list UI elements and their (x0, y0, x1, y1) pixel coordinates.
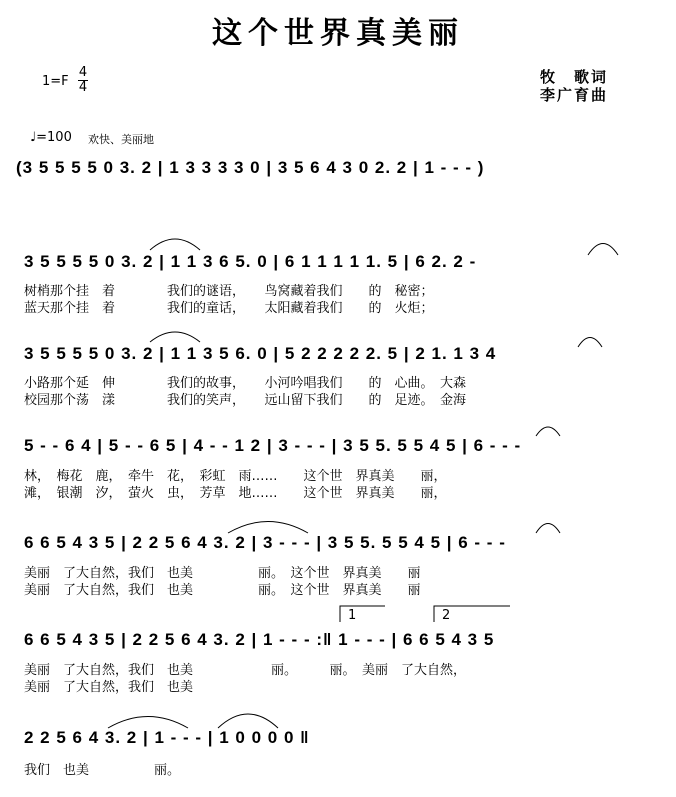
lyric-line: 美丽 了大自然，我们 也美 丽。 这个世 界真美 丽 (24, 566, 421, 581)
staff-notes: 2 2 5 6 4 3. 2 | 1 - - - | 1 0 0 0 0 ‖ (24, 728, 310, 747)
key-signature: 1=F (42, 74, 69, 89)
time-signature-top: 4 (78, 65, 88, 80)
lyric-line: 美丽 了大自然，我们 也美 丽。 丽。 美丽 了大自然， (24, 663, 467, 678)
slur (536, 427, 560, 436)
staff-notes: (3 5 5 5 5 0 3. 2 | 1 3 3 3 3 0 | 3 5 6 4 3 0 2. 2 | 1 - - - ) (16, 158, 485, 177)
lyric-line: 我们 也美 丽。 (24, 763, 181, 778)
lyric-line: 蓝天那个挂 着 我们的童话， 太阳藏着我们 的 火炬； (24, 301, 434, 316)
staff-notes: 5 - - 6 4 | 5 - - 6 5 | 4 - - 1 2 | 3 - - - | 3 5 5. 5 5 4 5 | 6 - - - (24, 436, 522, 455)
slur (578, 338, 602, 348)
lyric-line: 美丽 了大自然，我们 也美 丽。 这个世 界真美 丽 (24, 583, 421, 598)
lyric-line: 林， 梅花 鹿， 牵牛 花， 彩虹 雨…… 这个世 界真美 丽， (24, 469, 447, 484)
lyric-line: 滩， 银潮 汐， 萤火 虫， 芳草 地…… 这个世 界真美 丽， (24, 486, 447, 501)
slur (228, 522, 308, 534)
lyricist-credit: 牧 歌词 (540, 68, 609, 86)
staff-notes: 3 5 5 5 5 0 3. 2 | 1 1 3 6 5. 0 | 6 1 1 1 1 1. 5 | 6 2. 2 - (24, 252, 477, 271)
slur (108, 717, 188, 729)
lyric-line: 小路那个延 伸 我们的故事， 小河吟唱我们 的 心曲。 大森 (24, 376, 467, 391)
staff-notes: 3 5 5 5 5 0 3. 2 | 1 1 3 5 6. 0 | 5 2 2 2 2 2. 5 | 2 1. 1 3 4 (24, 344, 497, 363)
composer-credit: 李广育曲 (540, 86, 609, 104)
staff-notes: 6 6 5 4 3 5 | 2 2 5 6 4 3. 2 | 1 - - - :‖ 1 - - - | 6 6 5 4 3 5 (24, 630, 495, 649)
lyric-line: 校园那个荡 漾 我们的笑声， 远山留下我们 的 足迹。 金海 (24, 393, 467, 408)
staff-notes: 6 6 5 4 3 5 | 2 2 5 6 4 3. 2 | 3 - - - | 3 5 5. 5 5 4 5 | 6 - - - (24, 533, 506, 552)
song-title: 这个世界真美丽 (212, 16, 464, 51)
lyric-line: 树梢那个挂 着 我们的谜语， 鸟窝藏着我们 的 秘密； (24, 284, 434, 299)
volta-1-label: 1 (348, 608, 357, 623)
tempo-marking: ♩=100 (30, 130, 72, 145)
slur (150, 239, 200, 250)
time-signature-bottom: 4 (78, 80, 88, 95)
volta-2-bracket (434, 606, 510, 622)
volta-1-bracket (340, 606, 385, 622)
slur (588, 244, 618, 256)
lyric-line: 美丽 了大自然，我们 也美 (24, 680, 194, 695)
slur (536, 524, 560, 534)
volta-2-label: 2 (442, 608, 451, 623)
expression-marking: 欢快、美丽地 (88, 133, 154, 146)
slur (150, 332, 200, 342)
slur (218, 714, 278, 728)
